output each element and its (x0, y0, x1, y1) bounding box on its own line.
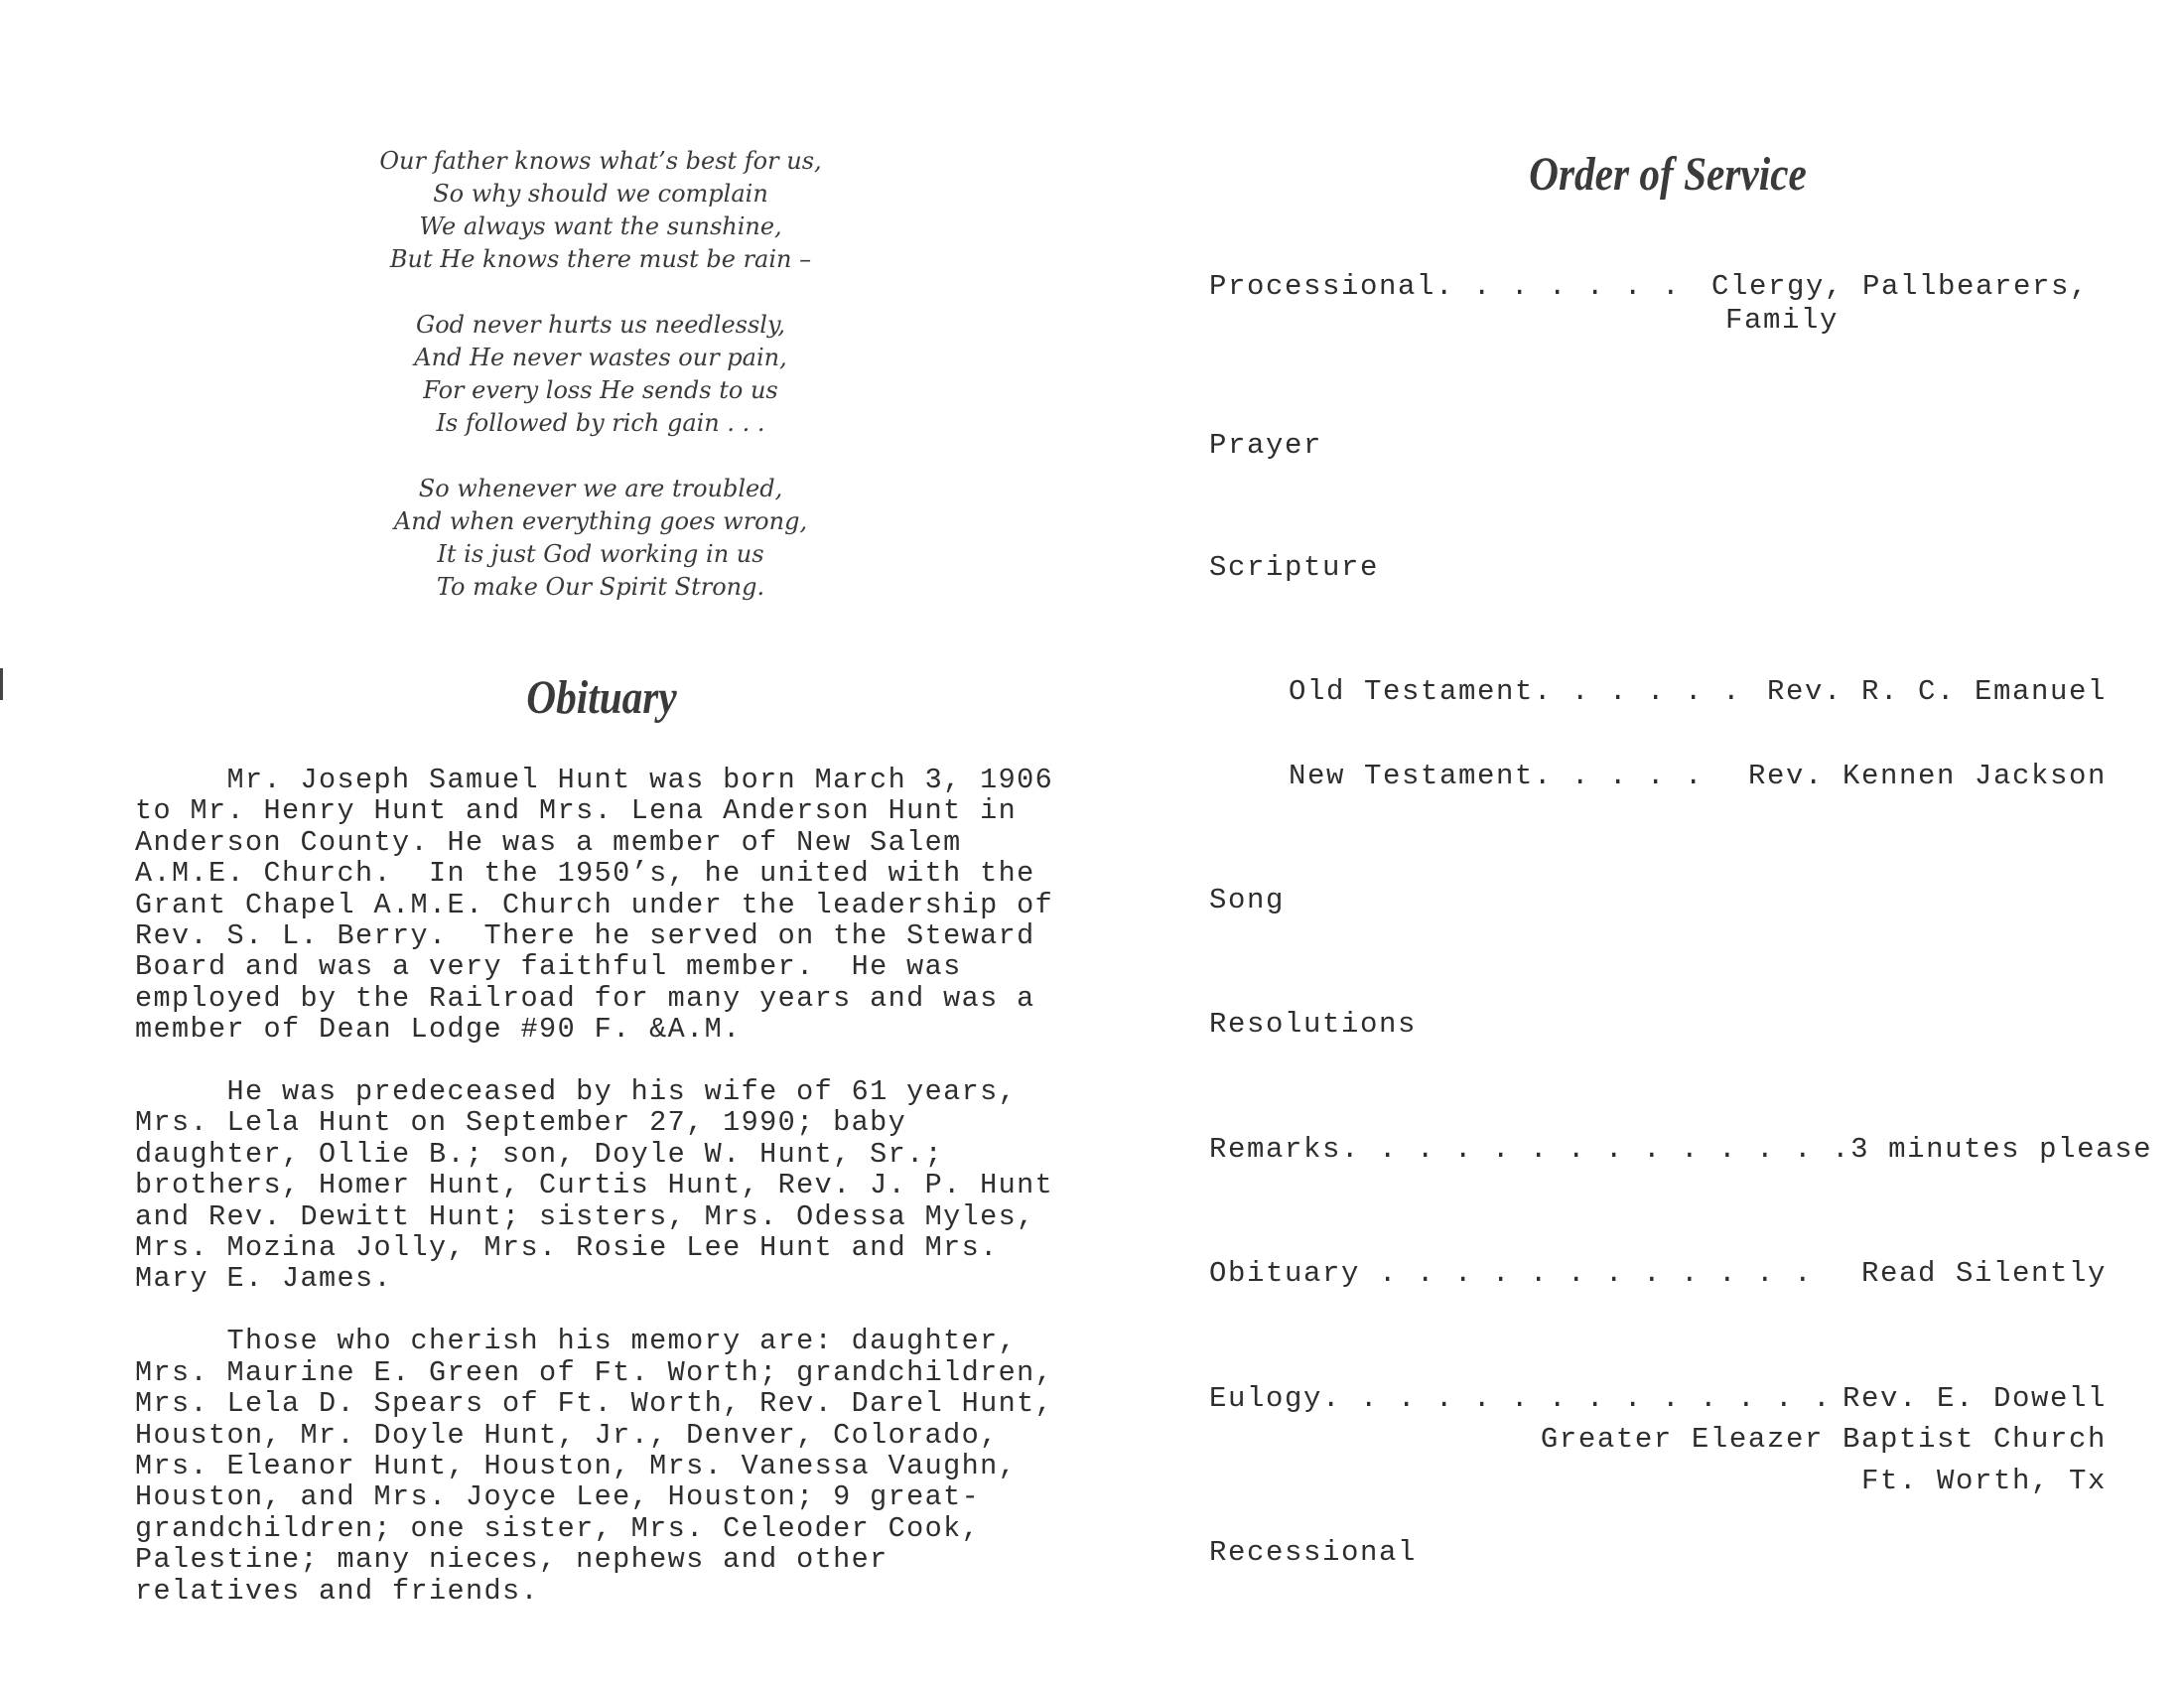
obituary-line: to Mr. Henry Hunt and Mrs. Lena Anderson Hunt in (135, 794, 1018, 828)
eulogy-location: Ft. Worth, Tx (1860, 1465, 2107, 1497)
poem-stanza (298, 145, 903, 276)
poem-line: So whenever we are troubled, (418, 475, 783, 502)
service-item-new-testament (1289, 760, 2107, 792)
poem-stanza (298, 309, 903, 440)
obituary-line: He was predeceased by his wife of 61 years, (135, 1075, 1018, 1109)
obituary-line: grandchildren; one sister, Mrs. Celeoder Cook, (135, 1511, 981, 1545)
obituary-line: brothers, Homer Hunt, Curtis Hunt, Rev. J. P. Hunt (135, 1169, 1054, 1202)
obituary-line: Houston, Mr. Doyle Hunt, Jr., Denver, Colorado, (135, 1418, 999, 1452)
obituary-line: Mary E. James. (135, 1262, 393, 1296)
poem-line: Is followed by rich gain . . . (436, 409, 765, 437)
poem (298, 145, 903, 636)
service-item-label: Prayer (1209, 429, 1323, 462)
service-item-prayer (1209, 429, 2107, 462)
service-item-recessional (1209, 1536, 2107, 1569)
poem-stanza (298, 473, 903, 604)
service-item-continuation: Family (1725, 304, 1840, 337)
service-item-scripture (1209, 551, 2107, 584)
service-item-label: Old Testament. . . . . . (1289, 675, 1742, 708)
service-item-value: Rev. R. C. Emanuel (1766, 675, 2107, 708)
service-item-processional (1209, 270, 2107, 303)
service-item-label: New Testament. . . . . (1289, 760, 1705, 792)
service-item-label: Recessional (1209, 1536, 1418, 1569)
service-item-remarks (1209, 1133, 2153, 1166)
service-item-resolutions (1209, 1008, 2107, 1041)
poem-line: And He never wastes our pain, (414, 344, 787, 371)
service-item-value: 3 minutes please (1850, 1133, 2153, 1166)
service-item-old-testament (1289, 675, 2107, 708)
poem-line: We always want the sunshine, (419, 212, 782, 240)
service-item-eulogy (1209, 1382, 2107, 1415)
obituary-line: Mr. Joseph Samuel Hunt was born March 3, 1906 (135, 764, 1054, 796)
obituary-body (135, 765, 1088, 1637)
obituary-line: Anderson County. He was a member of New Salem (135, 825, 962, 859)
service-item-label: Eulogy. . . . . . . . . . . . . . (1209, 1382, 1833, 1415)
poem-line: And when everything goes wrong, (393, 507, 808, 535)
obituary-line: Houston, and Mrs. Joyce Lee, Houston; 9 great- (135, 1480, 981, 1514)
obituary-line: employed by the Railroad for many years and was a (135, 981, 1035, 1015)
obituary-paragraph (135, 1076, 1088, 1295)
obituary-line: Mrs. Lela D. Spears of Ft. Worth, Rev. Darel Hunt, (135, 1387, 1054, 1421)
obituary-line: Board and was a very faithful member. He was (135, 950, 962, 984)
obituary-line: Rev. S. L. Berry. There he served on the Steward (135, 919, 1035, 953)
obituary-line: Grant Chapel A.M.E. Church under the leadership of (135, 888, 1054, 921)
service-item-value: Clergy, Pallbearers, (1710, 270, 2089, 303)
obituary-line: relatives and friends. (135, 1574, 540, 1608)
eulogy-church: Greater Eleazer Baptist Church (1540, 1423, 2107, 1456)
scan-edge-mark (0, 668, 3, 700)
obituary-line: Mrs. Lela Hunt on September 27, 1990; baby (135, 1106, 907, 1140)
obituary-line: Palestine; many nieces, nephews and other (135, 1543, 888, 1577)
obituary-line: Mrs. Eleanor Hunt, Houston, Mrs. Vanessa Vaughn, (135, 1449, 1018, 1482)
poem-line: For every loss He sends to us (423, 376, 778, 404)
service-item-value: Read Silently (1860, 1257, 2107, 1290)
service-item-label: Scripture (1209, 551, 1380, 584)
service-item-obituary (1209, 1257, 2107, 1290)
service-item-label: Remarks. . . . . . . . . . . . . . (1209, 1133, 1851, 1166)
obituary-title: Obituary (526, 671, 677, 724)
obituary-line: A.M.E. Church. In the 1950’s, he united with the (135, 857, 1035, 891)
poem-line: It is just God working in us (437, 540, 764, 568)
obituary-line: Mrs. Maurine E. Green of Ft. Worth; grandchildren, (135, 1355, 1054, 1389)
obituary-line: Mrs. Mozina Jolly, Mrs. Rosie Lee Hunt and Mrs. (135, 1231, 999, 1265)
poem-line: Our father knows what’s best for us, (379, 147, 822, 175)
service-item-label: Obituary . . . . . . . . . . . . (1209, 1257, 1814, 1290)
service-item-label: Resolutions (1209, 1008, 1418, 1041)
obituary-line: and Rev. Dewitt Hunt; sisters, Mrs. Odessa Myles, (135, 1199, 1035, 1233)
order-of-service-title: Order of Service (1529, 148, 1807, 201)
poem-line: So why should we complain (433, 180, 768, 208)
service-item-label: Processional. . . . . . . (1209, 270, 1682, 303)
obituary-line: daughter, Ollie B.; son, Doyle W. Hunt, Sr.; (135, 1137, 944, 1171)
obituary-line: member of Dean Lodge #90 F. &A.M. (135, 1013, 742, 1047)
service-item-label: Song (1209, 884, 1286, 916)
poem-line: But He knows there must be rain – (389, 245, 812, 273)
poem-line: To make Our Spirit Strong. (436, 573, 765, 601)
obituary-paragraph (135, 765, 1088, 1046)
poem-line: God never hurts us needlessly, (416, 311, 785, 339)
obituary-line: Those who cherish his memory are: daughter, (135, 1325, 1018, 1358)
obituary-paragraph (135, 1326, 1088, 1607)
service-item-song (1209, 884, 2107, 916)
service-item-value: Rev. E. Dowell (1842, 1382, 2107, 1415)
service-item-value: Rev. Kennen Jackson (1747, 760, 2107, 792)
